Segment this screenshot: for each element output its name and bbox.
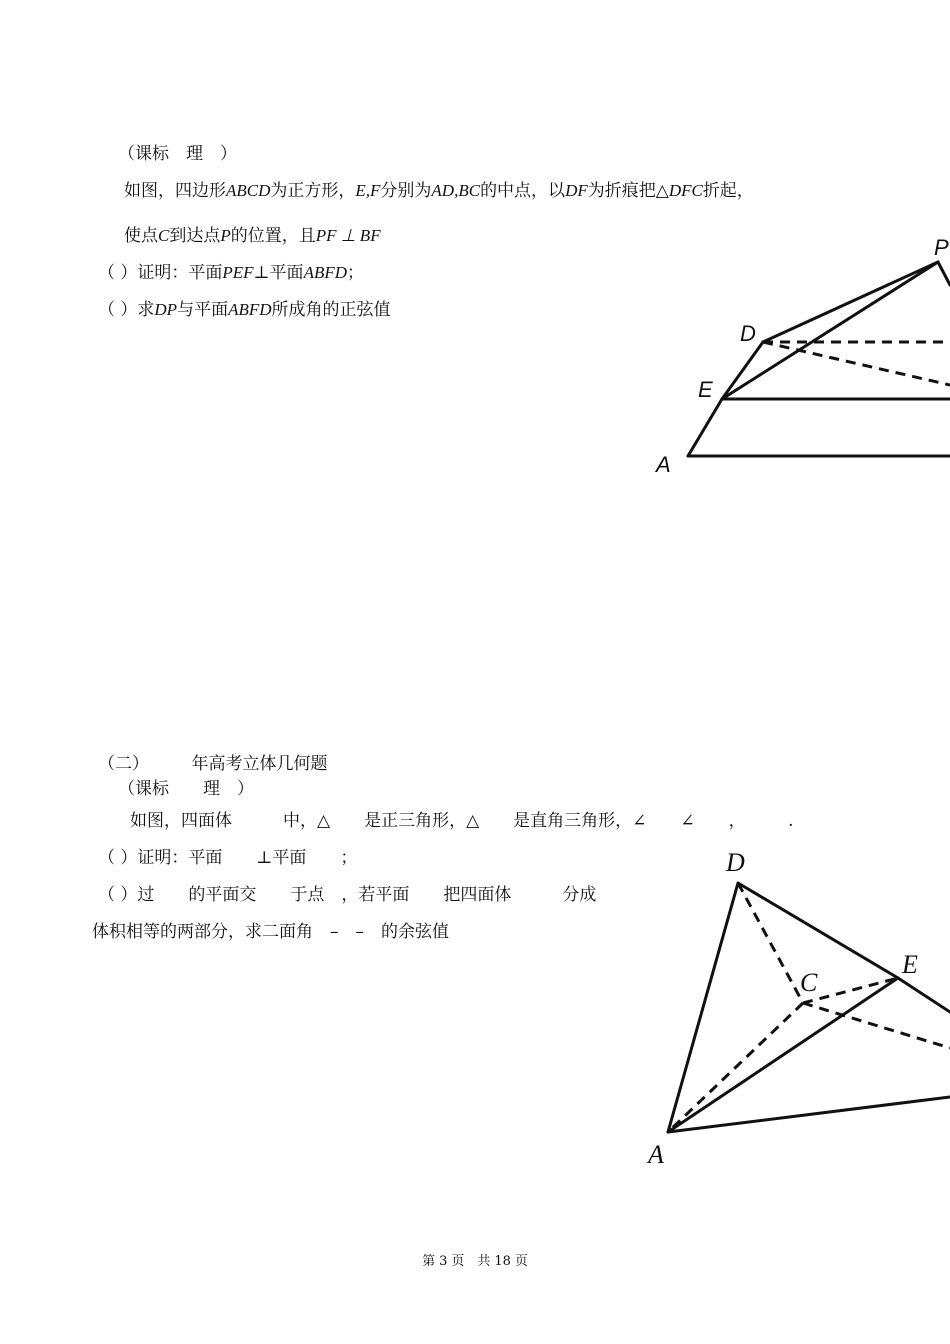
figure-folded-square [640,225,950,485]
section2-heading: （二） 年高考立体几何题 [98,754,328,774]
edge-e-d [722,342,763,399]
edge-p-right [938,262,950,285]
section2-question1: （ ）证明：平面 ⊥平面 ； [98,848,358,868]
edge-e-right [898,978,950,1012]
section1-problem-line1: 如图，四边形ABCD为正方形，E,F分别为AD,BC的中点，以DF为折痕把△DFC折起， [124,181,754,201]
label-d: D [726,848,745,877]
label-p: P [934,235,949,260]
edge-d-a [668,883,738,1132]
section1-question1: （ ）证明：平面PEF⊥平面ABFD； [98,263,364,283]
section2-question2-continued: 体积相等的两部分，求二面角 – – 的余弦值 [92,922,449,942]
label-d: D [740,321,756,346]
edge-d-p [763,262,938,342]
section2-source: （课标 理 ） [118,779,254,799]
page-footer: 第 3 页 共 18 页 [422,1254,528,1269]
label-a: A [648,1140,664,1169]
section1-source: （课标 理 ） [118,144,237,164]
section1-problem-line2: 使点C到达点P的位置，且PF ⊥ BF [124,226,381,246]
label-e: E [902,950,918,979]
dashed-d-f [763,342,950,385]
section2-question2: （ ）过 的平面交 于点 ，若平面 把四面体 分成 [98,885,597,905]
figure-tetrahedron [640,845,950,1175]
label-a: A [656,452,671,477]
section2-problem: 如图，四面体 中，△ 是正三角形，△ 是直角三角形，∠ ∠ ， . [130,811,794,831]
dashed-c-a [668,1003,803,1132]
label-c: C [800,968,818,997]
edge-a-e [688,399,722,456]
label-e: E [698,377,713,402]
edge-d-e [738,883,898,978]
section1-question2: （ ）求DP与平面ABFD所成角的正弦值 [98,300,391,320]
